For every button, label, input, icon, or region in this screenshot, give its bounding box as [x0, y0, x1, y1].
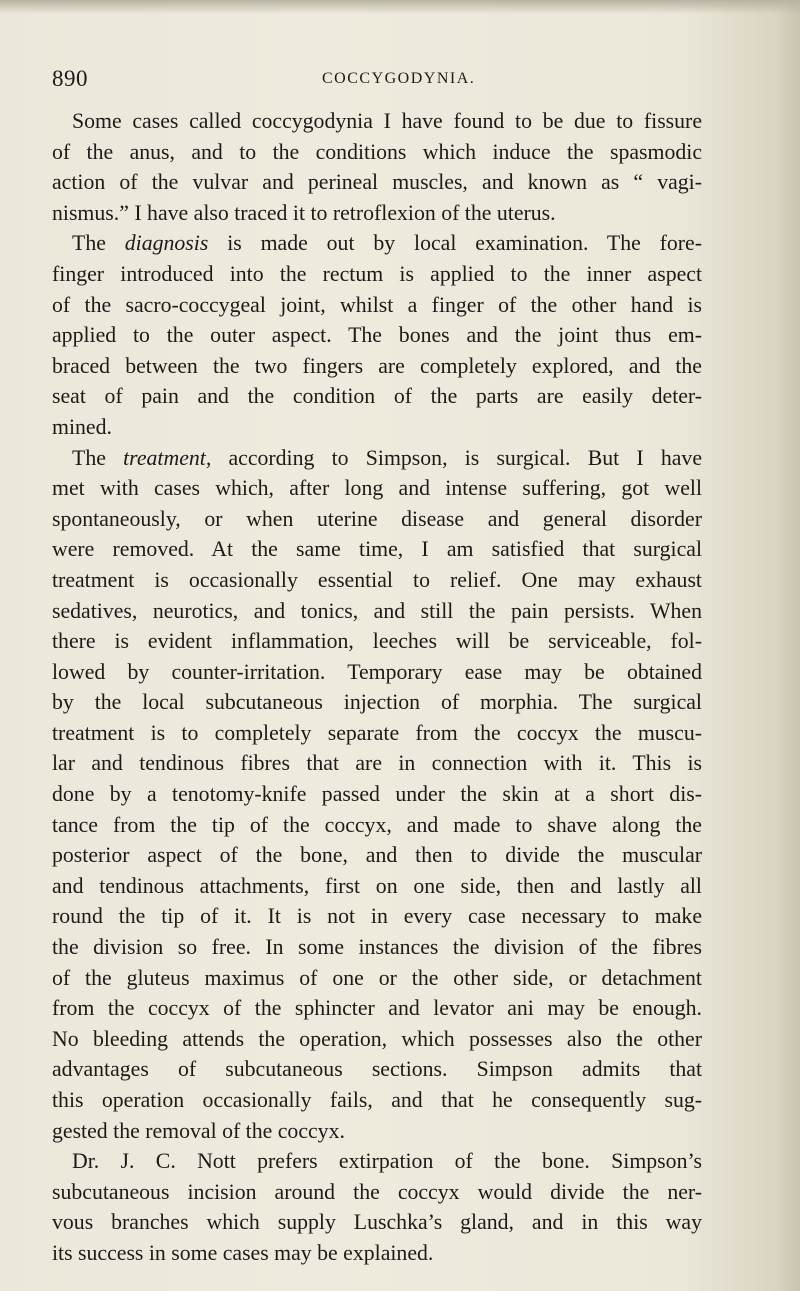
- text-line: [52, 198, 702, 229]
- text-segment: applied to the outer aspect. The bones and the joint thus em-: [52, 323, 702, 348]
- text-segment: of the sacro-coccygeal joint, whilst a finger of the other hand is: [52, 292, 702, 317]
- page-header: [52, 66, 692, 94]
- text-segment: of the gluteus maximus of one or the other side, or detachment: [52, 965, 702, 990]
- text-segment: done by a tenotomy-knife passed under the skin at a short dis-: [52, 782, 702, 807]
- running-title: COCCYGODYNIA.: [322, 70, 476, 87]
- text-line: [52, 228, 702, 259]
- text-segment: vous branches which supply Luschka’s gland, and in this way: [52, 1210, 702, 1235]
- text-line: [52, 993, 702, 1024]
- text-segment: action of the vulvar and perineal muscles, and known as “ vagi-: [52, 170, 702, 195]
- text-line: [52, 657, 702, 688]
- text-line: [52, 963, 702, 994]
- text-line: [52, 687, 702, 718]
- text-line: [52, 1085, 702, 1116]
- text-segment: advantages of subcutaneous sections. Simpson admits that: [52, 1057, 702, 1082]
- text-segment: Dr. J. C. Nott prefers extirpation of the bone. Simpson’s: [72, 1149, 702, 1174]
- text-segment: lar and tendinous fibres that are in connection with it. This is: [52, 751, 702, 776]
- text-segment: round the tip of it. It is not in every case necessary to make: [52, 904, 702, 929]
- text-segment: this operation occasionally fails, and that he consequently sug-: [52, 1088, 702, 1112]
- text-line: [52, 167, 702, 198]
- text-line: [52, 412, 702, 443]
- text-segment: met with cases which, after long and intense suffering, got well: [52, 476, 702, 501]
- text-line: [52, 290, 702, 321]
- text-line: [52, 1177, 702, 1208]
- text-line: [52, 748, 702, 779]
- text-line: [52, 320, 702, 351]
- text-line: [52, 381, 702, 412]
- text-segment: is made out by local examination. The fore-: [208, 231, 702, 256]
- text-line: [52, 596, 702, 627]
- italic-term: treatment,: [123, 445, 212, 470]
- text-line: [52, 1207, 702, 1238]
- text-line: [52, 1146, 702, 1177]
- text-segment: of the anus, and to the conditions which induce the spasmodic: [52, 139, 702, 164]
- text-line: [52, 840, 702, 871]
- text-line: [52, 779, 702, 810]
- text-segment: The: [72, 231, 125, 256]
- text-segment: No bleeding attends the operation, which possesses also the other: [52, 1026, 702, 1051]
- text-line: [52, 259, 702, 290]
- text-line: [52, 534, 702, 565]
- text-line: [52, 626, 702, 657]
- text-line: [52, 810, 702, 841]
- text-segment: and tendinous attachments, first on one side, then and lastly all: [52, 873, 702, 898]
- text-segment: braced between the two fingers are completely explored, and the: [52, 353, 702, 378]
- text-line: [52, 901, 702, 932]
- text-segment: by the local subcutaneous injection of morphia. The surgical: [52, 690, 702, 715]
- text-line: [52, 351, 702, 382]
- text-segment: were removed. At the same time, I am satisfied that surgical: [52, 537, 702, 562]
- text-segment: lowed by counter-irritation. Temporary ease may be obtained: [52, 659, 702, 684]
- page-edge-shadow: [0, 0, 800, 14]
- text-segment: the division so free. In some instances the division of the fibres: [52, 935, 702, 960]
- text-segment: finger introduced into the rectum is applied to the inner aspect: [52, 261, 702, 286]
- text-segment: treatment is occasionally essential to relief. One may exhaust: [52, 567, 702, 592]
- text-segment: its success in some cases may be explained.: [52, 1240, 434, 1265]
- text-line: [52, 1238, 702, 1269]
- text-segment: posterior aspect of the bone, and then to divide the muscular: [52, 843, 702, 868]
- page-number: 890: [52, 66, 88, 91]
- text-segment: seat of pain and the condition of the parts are easily deter-: [52, 384, 702, 409]
- text-segment: sedatives, neurotics, and tonics, and still the pain persists. When: [52, 598, 702, 623]
- text-line: [52, 106, 702, 137]
- text-segment: spontaneously, or when uterine disease and general disorder: [52, 506, 702, 531]
- text-segment: from the coccyx of the sphincter and levator ani may be enough.: [52, 996, 702, 1021]
- text-segment: gested the removal of the coccyx.: [52, 1118, 345, 1143]
- text-line: [52, 565, 702, 596]
- text-segment: Some cases called coccygodynia I have found to be due to fissure: [72, 109, 702, 133]
- body-text: [52, 106, 702, 1269]
- text-segment: The: [72, 445, 124, 470]
- text-line: [52, 1116, 702, 1147]
- text-line: [52, 1024, 702, 1055]
- text-segment: according to Simpson, is surgical. But I have: [211, 445, 702, 470]
- text-line: [52, 718, 702, 749]
- text-segment: mined.: [52, 414, 112, 439]
- text-segment: there is evident inflammation, leeches will be serviceable, fol-: [52, 629, 702, 654]
- text-segment: treatment is to completely separate from the coccyx the muscu-: [52, 720, 702, 745]
- text-line: [52, 871, 702, 902]
- text-segment: tance from the tip of the coccyx, and made to shave along the: [52, 812, 702, 837]
- text-line: [52, 1054, 702, 1085]
- text-segment: subcutaneous incision around the coccyx would divide the ner-: [52, 1179, 702, 1204]
- text-line: [52, 473, 702, 504]
- text-line: [52, 443, 702, 474]
- text-segment: nismus.” I have also traced it to retroflexion of the uterus.: [52, 200, 556, 225]
- text-line: [52, 504, 702, 535]
- italic-term: diagnosis: [124, 231, 209, 256]
- text-line: [52, 932, 702, 963]
- text-line: [52, 137, 702, 168]
